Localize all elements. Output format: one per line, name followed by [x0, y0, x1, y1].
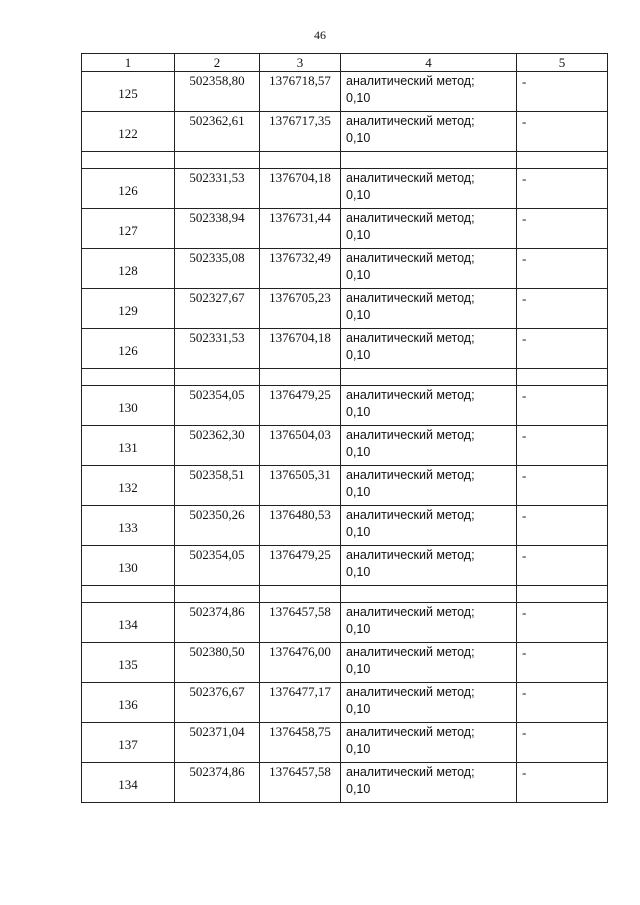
method-text: аналитический метод;: [346, 171, 475, 185]
y-coordinate-cell: 1376457,58: [260, 763, 341, 803]
column-header-2: 2: [175, 54, 260, 72]
method-text: аналитический метод;: [346, 605, 475, 619]
method-text: аналитический метод;: [346, 765, 475, 779]
table-row: [82, 763, 608, 803]
y-coordinate-cell: 1376504,03: [260, 426, 341, 466]
x-coordinate-cell: 502374,86: [175, 763, 260, 803]
note-cell: -: [517, 249, 608, 289]
spacer-cell: [517, 586, 608, 603]
precision-value: 0,10: [346, 188, 371, 202]
point-number-cell: 130: [82, 546, 175, 586]
method-text: аналитический метод;: [346, 428, 475, 442]
method-cell: [341, 386, 517, 426]
table-row: [82, 329, 608, 369]
spacer-cell: [82, 586, 175, 603]
method-cell: [341, 546, 517, 586]
note-cell: -: [517, 643, 608, 683]
method-text: аналитический метод;: [346, 685, 475, 699]
note-cell: -: [517, 329, 608, 369]
x-coordinate-cell: 502376,67: [175, 683, 260, 723]
note-cell: -: [517, 546, 608, 586]
method-cell: [341, 289, 517, 329]
x-coordinate-cell: 502374,86: [175, 603, 260, 643]
table-row: [82, 289, 608, 329]
method-cell: [341, 683, 517, 723]
note-cell: -: [517, 386, 608, 426]
spacer-cell: [175, 152, 260, 169]
coordinates-table: [81, 53, 608, 803]
precision-value: 0,10: [346, 742, 371, 756]
method-cell: [341, 466, 517, 506]
precision-value: 0,10: [346, 702, 371, 716]
spacer-cell: [175, 586, 260, 603]
point-number-cell: 135: [82, 643, 175, 683]
x-coordinate-cell: 502350,26: [175, 506, 260, 546]
point-number-cell: 137: [82, 723, 175, 763]
x-coordinate-cell: 502371,04: [175, 723, 260, 763]
precision-value: 0,10: [346, 131, 371, 145]
spacer-row: [82, 586, 608, 603]
note-cell: -: [517, 603, 608, 643]
y-coordinate-cell: 1376731,44: [260, 209, 341, 249]
method-cell: [341, 72, 517, 112]
method-cell: [341, 643, 517, 683]
precision-value: 0,10: [346, 91, 371, 105]
point-number-cell: 131: [82, 426, 175, 466]
table-row: [82, 546, 608, 586]
precision-value: 0,10: [346, 662, 371, 676]
point-number-cell: 125: [82, 72, 175, 112]
column-header-1: 1: [82, 54, 175, 72]
x-coordinate-cell: 502358,51: [175, 466, 260, 506]
method-text: аналитический метод;: [346, 548, 475, 562]
spacer-cell: [341, 586, 517, 603]
note-cell: -: [517, 209, 608, 249]
method-text: аналитический метод;: [346, 508, 475, 522]
note-cell: -: [517, 506, 608, 546]
method-text: аналитический метод;: [346, 291, 475, 305]
x-coordinate-cell: 502354,05: [175, 386, 260, 426]
column-header-3: 3: [260, 54, 341, 72]
note-cell: -: [517, 763, 608, 803]
x-coordinate-cell: 502358,80: [175, 72, 260, 112]
method-cell: [341, 603, 517, 643]
point-number-cell: 130: [82, 386, 175, 426]
precision-value: 0,10: [346, 268, 371, 282]
spacer-cell: [260, 369, 341, 386]
y-coordinate-cell: 1376479,25: [260, 386, 341, 426]
table-row: [82, 643, 608, 683]
point-number-cell: 132: [82, 466, 175, 506]
x-coordinate-cell: 502362,61: [175, 112, 260, 152]
table-row: [82, 683, 608, 723]
y-coordinate-cell: 1376704,18: [260, 169, 341, 209]
spacer-row: [82, 369, 608, 386]
x-coordinate-cell: 502362,30: [175, 426, 260, 466]
y-coordinate-cell: 1376479,25: [260, 546, 341, 586]
point-number-cell: 134: [82, 603, 175, 643]
x-coordinate-cell: 502331,53: [175, 329, 260, 369]
table-row: [82, 386, 608, 426]
method-text: аналитический метод;: [346, 725, 475, 739]
spacer-cell: [341, 152, 517, 169]
y-coordinate-cell: 1376705,23: [260, 289, 341, 329]
point-number-cell: 134: [82, 763, 175, 803]
method-text: аналитический метод;: [346, 388, 475, 402]
y-coordinate-cell: 1376704,18: [260, 329, 341, 369]
method-cell: [341, 169, 517, 209]
y-coordinate-cell: 1376477,17: [260, 683, 341, 723]
precision-value: 0,10: [346, 348, 371, 362]
precision-value: 0,10: [346, 485, 371, 499]
method-text: аналитический метод;: [346, 211, 475, 225]
y-coordinate-cell: 1376505,31: [260, 466, 341, 506]
precision-value: 0,10: [346, 525, 371, 539]
x-coordinate-cell: 502335,08: [175, 249, 260, 289]
header-row: [82, 54, 608, 72]
note-cell: -: [517, 466, 608, 506]
column-header-5: 5: [517, 54, 608, 72]
precision-value: 0,10: [346, 228, 371, 242]
y-coordinate-cell: 1376718,57: [260, 72, 341, 112]
method-text: аналитический метод;: [346, 645, 475, 659]
precision-value: 0,10: [346, 622, 371, 636]
x-coordinate-cell: 502380,50: [175, 643, 260, 683]
point-number-cell: 129: [82, 289, 175, 329]
spacer-cell: [260, 152, 341, 169]
method-text: аналитический метод;: [346, 114, 475, 128]
x-coordinate-cell: 502327,67: [175, 289, 260, 329]
x-coordinate-cell: 502338,94: [175, 209, 260, 249]
method-cell: [341, 329, 517, 369]
precision-value: 0,10: [346, 565, 371, 579]
table-row: [82, 723, 608, 763]
table-row: [82, 249, 608, 289]
point-number-cell: 126: [82, 329, 175, 369]
point-number-cell: 122: [82, 112, 175, 152]
coordinates-table-body: [82, 54, 608, 803]
spacer-cell: [82, 152, 175, 169]
method-cell: [341, 506, 517, 546]
method-cell: [341, 763, 517, 803]
point-number-cell: 128: [82, 249, 175, 289]
table-row: [82, 169, 608, 209]
table-row: [82, 209, 608, 249]
method-cell: [341, 209, 517, 249]
precision-value: 0,10: [346, 445, 371, 459]
x-coordinate-cell: 502354,05: [175, 546, 260, 586]
spacer-cell: [517, 152, 608, 169]
note-cell: -: [517, 169, 608, 209]
precision-value: 0,10: [346, 782, 371, 796]
method-cell: [341, 426, 517, 466]
column-header-4: 4: [341, 54, 517, 72]
y-coordinate-cell: 1376476,00: [260, 643, 341, 683]
method-text: аналитический метод;: [346, 74, 475, 88]
table-row: [82, 426, 608, 466]
spacer-cell: [82, 369, 175, 386]
y-coordinate-cell: 1376458,75: [260, 723, 341, 763]
method-cell: [341, 112, 517, 152]
precision-value: 0,10: [346, 308, 371, 322]
y-coordinate-cell: 1376717,35: [260, 112, 341, 152]
note-cell: -: [517, 289, 608, 329]
note-cell: -: [517, 112, 608, 152]
spacer-row: [82, 152, 608, 169]
y-coordinate-cell: 1376480,53: [260, 506, 341, 546]
method-cell: [341, 723, 517, 763]
note-cell: -: [517, 723, 608, 763]
spacer-cell: [260, 586, 341, 603]
method-cell: [341, 249, 517, 289]
method-text: аналитический метод;: [346, 331, 475, 345]
note-cell: -: [517, 72, 608, 112]
table-row: [82, 112, 608, 152]
table-row: [82, 506, 608, 546]
table-row: [82, 72, 608, 112]
note-cell: -: [517, 426, 608, 466]
spacer-cell: [341, 369, 517, 386]
y-coordinate-cell: 1376457,58: [260, 603, 341, 643]
precision-value: 0,10: [346, 405, 371, 419]
x-coordinate-cell: 502331,53: [175, 169, 260, 209]
note-cell: -: [517, 683, 608, 723]
point-number-cell: 133: [82, 506, 175, 546]
point-number-cell: 136: [82, 683, 175, 723]
table-row: [82, 603, 608, 643]
table-row: [82, 466, 608, 506]
y-coordinate-cell: 1376732,49: [260, 249, 341, 289]
method-text: аналитический метод;: [346, 251, 475, 265]
method-text: аналитический метод;: [346, 468, 475, 482]
page-number: 46: [314, 28, 326, 42]
point-number-cell: 126: [82, 169, 175, 209]
spacer-cell: [517, 369, 608, 386]
spacer-cell: [175, 369, 260, 386]
point-number-cell: 127: [82, 209, 175, 249]
